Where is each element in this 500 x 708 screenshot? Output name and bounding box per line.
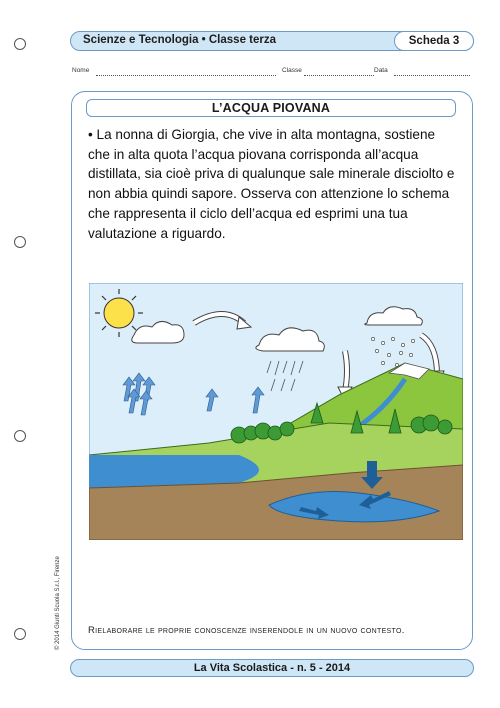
- binder-hole-3: [14, 430, 26, 442]
- name-label: Nome: [72, 67, 90, 74]
- water-cycle-illustration: [89, 283, 463, 540]
- footer-band: La Vita Scolastica - n. 5 - 2014: [70, 659, 474, 677]
- name-line[interactable]: [96, 75, 276, 76]
- sheet-number: Scheda 3: [394, 31, 474, 51]
- binder-hole-2: [14, 236, 26, 248]
- copyright-note: © 2014 Giunti Scuola S.r.l., Firenze: [55, 556, 61, 650]
- date-label: Data: [374, 67, 388, 74]
- worksheet-body: • La nonna di Giorgia, che vive in alta montagna, sostiene che in alta quota l’acqua piovana corrisponda all’acqua distillata, sia cioè priva di qualunque sale minerale disciolto e non abbia quindi sapore. Osserva con attenzione lo schema che rappresenta il ciclo dell’acqua ed esprimi una tua valutazione a riguardo.: [88, 127, 455, 241]
- instruction-note: Rielaborare le proprie conoscenze inserendole in un nuovo contesto.: [88, 625, 405, 636]
- date-line[interactable]: [394, 75, 470, 76]
- class-line[interactable]: [304, 75, 374, 76]
- student-fields: [72, 67, 472, 79]
- header-band: [70, 31, 474, 51]
- worksheet-title: L’ACQUA PIOVANA: [86, 99, 456, 117]
- binder-hole-1: [14, 38, 26, 50]
- subject-label: Scienze e Tecnologia • Classe terza: [83, 34, 277, 46]
- class-label: Classe: [282, 67, 302, 74]
- binder-hole-4: [14, 628, 26, 640]
